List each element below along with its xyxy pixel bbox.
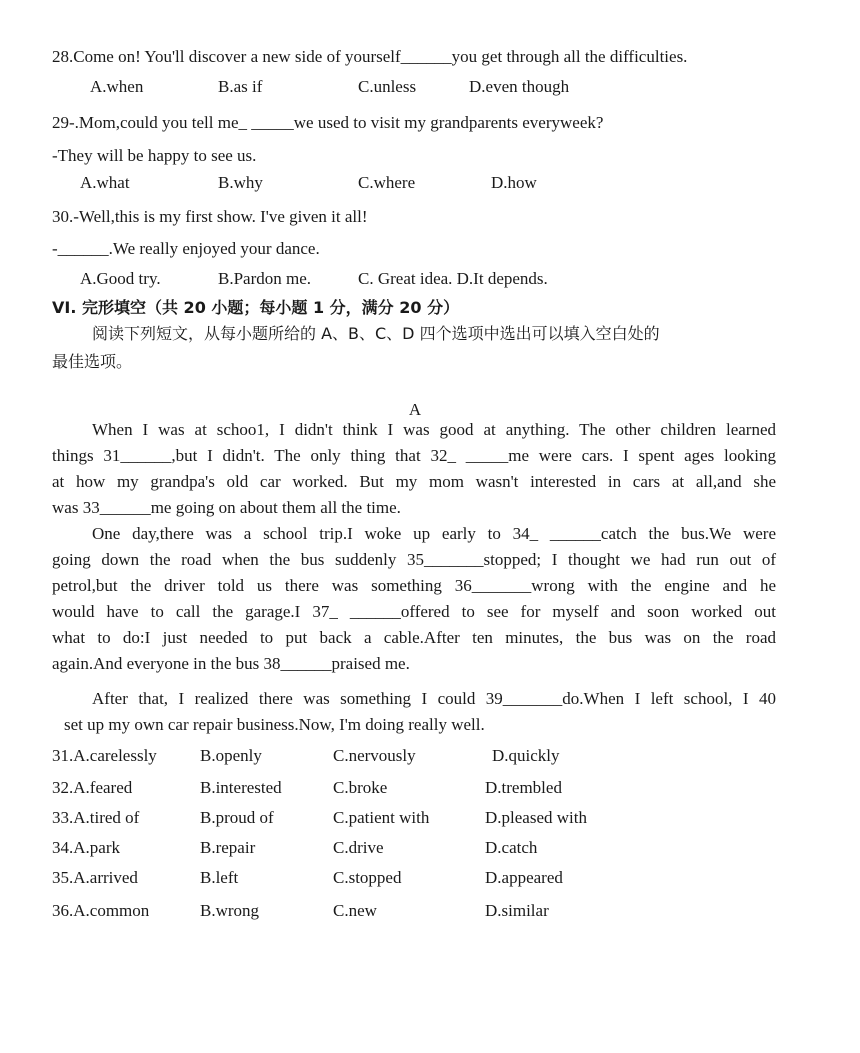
question-29-reply: -They will be happy to see us. (52, 146, 257, 165)
passage-line: going down the road when the bus suddenly 35_______stopped; I thought we had run out of (52, 550, 776, 569)
option-31-c: C.nervously (333, 746, 416, 765)
option-32-c: C.broke (333, 778, 388, 797)
question-29-option-b: B.why (218, 173, 263, 192)
option-34-d: D.catch (485, 838, 538, 857)
passage-line: would have to call the garage.I 37_ ______offered to see for myself and soon worked out (52, 602, 776, 621)
passage-line: set up my own car repair business.Now, I'm doing really well. (64, 715, 485, 734)
option-36-b: B.wrong (200, 901, 260, 920)
question-28-option-a: A.when (90, 77, 144, 96)
passage-line: One day,there was a school trip.I woke up early to 34_ ______catch the bus.We were (92, 524, 776, 543)
option-31-d: D.quickly (492, 746, 560, 765)
question-29-option-c: C.where (358, 173, 416, 192)
option-33-c: C.patient with (333, 808, 430, 827)
question-28-option-b: B.as if (218, 77, 263, 96)
section-instructions-line-1: 阅读下列短文，从每小题所给的 A、B、C、D 四个选项中选出可以填入空白处的 (92, 324, 660, 343)
passage-label: A (408, 400, 422, 419)
passage-line: at how my grandpa's old car worked. But my mom wasn't interested in cars at all,and she (52, 472, 776, 491)
passage-line: what to do:I just needed to put back a cable.After ten minutes, the bus was on the road (52, 628, 776, 647)
option-34-c: C.drive (333, 838, 384, 857)
option-33-d: D.pleased with (485, 808, 587, 827)
passage-line: again.And everyone in the bus 38______praised me. (52, 654, 410, 673)
question-30-option-cd: C. Great idea. D.It depends. (358, 269, 548, 288)
option-33-b: B.proud of (200, 808, 274, 827)
passage-line: was 33______me going on about them all the time. (52, 498, 401, 517)
option-31-a: 31.A.carelessly (52, 746, 157, 765)
question-29-option-a: A.what (80, 173, 130, 192)
question-28-stem: 28.Come on! You'll discover a new side of yourself______you get through all the difficulties. (52, 47, 688, 66)
option-34-b: B.repair (200, 838, 256, 857)
passage-line: After that, I realized there was something I could 39_______do.When I left school, I 40 (92, 689, 776, 708)
option-31-b: B.openly (200, 746, 262, 765)
option-35-a: 35.A.arrived (52, 868, 138, 887)
option-35-b: B.left (200, 868, 239, 887)
question-29-stem: 29-.Mom,could you tell me_ _____we used to visit my grandparents everyweek? (52, 113, 604, 132)
question-30-stem: 30.-Well,this is my first show. I've given it all! (52, 207, 368, 226)
question-30-option-b: B.Pardon me. (218, 269, 312, 288)
passage-line: things 31______,but I didn't. The only thing that 32_ _____me were cars. I spent ages looking (52, 446, 776, 465)
question-28-option-c: C.unless (358, 77, 417, 96)
section-heading: VI. 完形填空（共 20 小题；每小题 1 分，满分 20 分） (52, 298, 460, 317)
option-34-a: 34.A.park (52, 838, 120, 857)
question-30-reply: -______.We really enjoyed your dance. (52, 239, 320, 258)
option-36-c: C.new (333, 901, 377, 920)
option-33-a: 33.A.tired of (52, 808, 140, 827)
option-36-d: D.similar (485, 901, 549, 920)
section-instructions-line-2: 最佳选项。 (52, 352, 133, 371)
passage-line: When I was at schoo1, I didn't think I was good at anything. The other children learned (92, 420, 776, 439)
option-35-d: D.appeared (485, 868, 563, 887)
passage-line: petrol,but the driver told us there was something 36_______wrong with the engine and he (52, 576, 776, 595)
option-32-b: B.interested (200, 778, 282, 797)
question-29-option-d: D.how (491, 173, 537, 192)
option-32-a: 32.A.feared (52, 778, 133, 797)
option-35-c: C.stopped (333, 868, 402, 887)
option-36-a: 36.A.common (52, 901, 150, 920)
question-30-option-a: A.Good try. (80, 269, 161, 288)
question-28-option-d: D.even though (469, 77, 570, 96)
option-32-d: D.trembled (485, 778, 562, 797)
